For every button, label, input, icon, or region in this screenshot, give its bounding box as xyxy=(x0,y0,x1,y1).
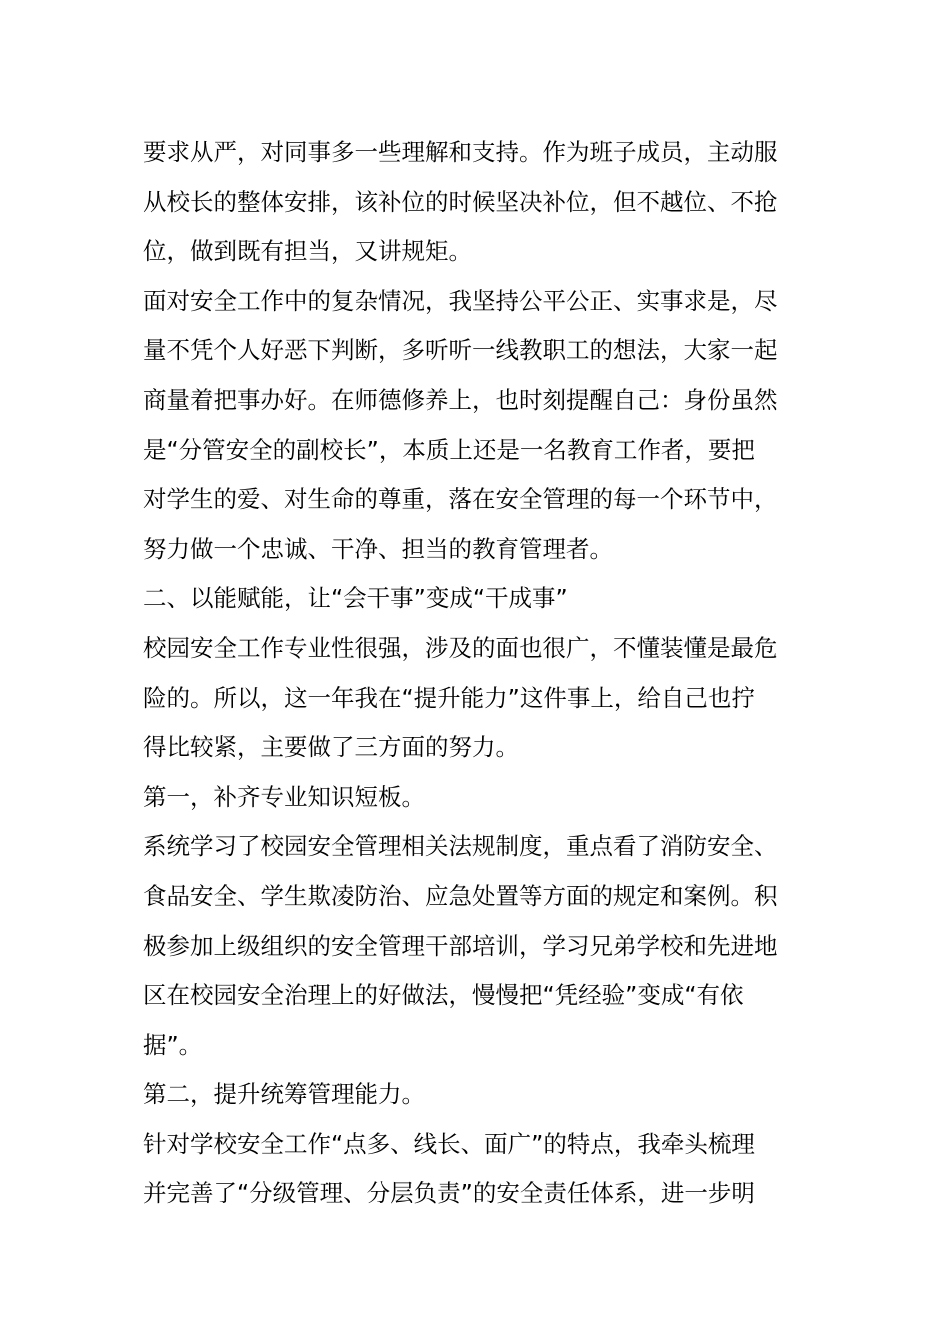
section-heading: 二、以能赋能，让“会干事”变成“干成事” xyxy=(143,584,568,613)
text-line: 食品安全、学生欺凌防治、应急处置等方面的规定和案例。积 xyxy=(143,881,778,910)
text-line: 得比较紧，主要做了三方面的努力。 xyxy=(143,733,519,762)
text-line: 针对学校安全工作“点多、线长、面广”的特点，我牵头梳理 xyxy=(143,1129,755,1158)
text-line: 据”。 xyxy=(143,1030,203,1059)
text-line: 是“分管安全的副校长”，本质上还是一名教育工作者，要把 xyxy=(143,435,755,464)
document-body xyxy=(143,128,813,1219)
text-line: 校园安全工作专业性很强，涉及的面也很广，不懂装懂是最危 xyxy=(143,633,778,662)
text-line: 并完善了“分级管理、分层负责”的安全责任体系，进一步明 xyxy=(143,1179,755,1208)
text-line: 商量着把事办好。在师德修养上，也时刻提醒自己：身份虽然 xyxy=(143,385,778,414)
text-line: 位，做到既有担当，又讲规矩。 xyxy=(143,237,472,266)
text-line: 险的。所以，这一年我在“提升能力”这件事上，给自己也拧 xyxy=(143,683,755,712)
subsection-heading: 第一，补齐专业知识短板。 xyxy=(143,782,425,811)
text-line: 努力做一个忠诚、干净、担当的教育管理者。 xyxy=(143,534,613,563)
text-line: 对学生的爱、对生命的尊重，落在安全管理的每一个环节中， xyxy=(143,485,778,514)
subsection-heading: 第二，提升统筹管理能力。 xyxy=(143,1080,425,1109)
text-line: 要求从严，对同事多一些理解和支持。作为班子成员，主动服 xyxy=(143,138,778,166)
text-line: 区在校园安全治理上的好做法，慢慢把“凭经验”变成“有依 xyxy=(143,981,744,1010)
text-line: 从校长的整体安排，该补位的时候坚决补位，但不越位、不抢 xyxy=(143,187,778,216)
text-line: 系统学习了校园安全管理相关法规制度，重点看了消防安全、 xyxy=(143,832,778,861)
text-line: 极参加上级组织的安全管理干部培训，学习兄弟学校和先进地 xyxy=(143,931,778,960)
text-line: 面对安全工作中的复杂情况，我坚持公平公正、实事求是，尽 xyxy=(143,286,778,315)
text-line: 量不凭个人好恶下判断，多听听一线教职工的想法，大家一起 xyxy=(143,336,778,365)
